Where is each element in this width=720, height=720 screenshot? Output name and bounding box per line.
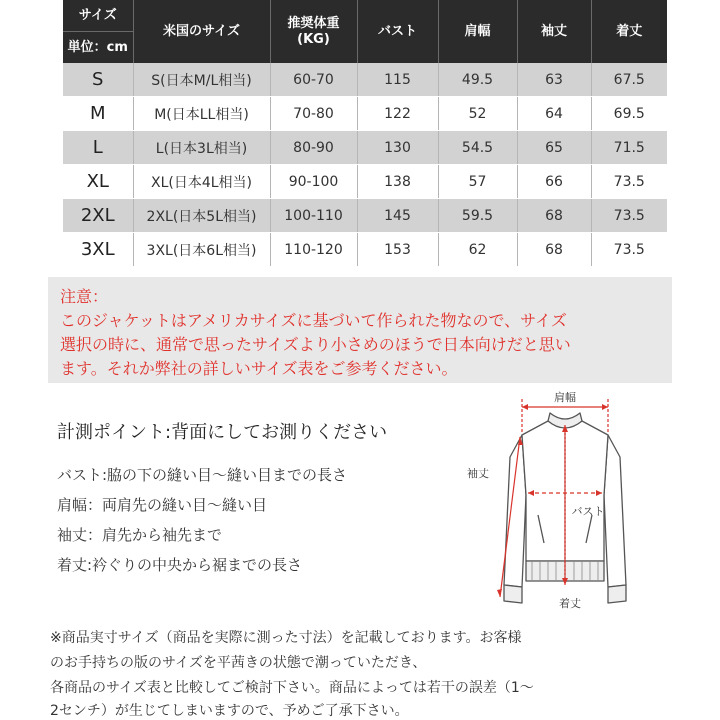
table-row [63, 97, 667, 131]
bust-cell: 145 [357, 199, 438, 233]
header-bust: バスト [357, 0, 438, 63]
footnote-line: 各商品のサイズ表と比較してご検討下さい。商品によっては若干の誤差（1～ [50, 680, 534, 696]
size-cell: L [63, 131, 133, 165]
weight-cell: 80-90 [270, 131, 357, 165]
measure-sleeve-text: 袖丈：肩先から袖先まで [57, 526, 223, 544]
bust-cell: 138 [357, 165, 438, 199]
bust-cell: 115 [357, 63, 438, 97]
size-cell: XL [63, 165, 133, 199]
table-row [63, 165, 667, 199]
sleeve-label: 袖丈 [467, 467, 489, 480]
size-cell: S [63, 63, 133, 97]
shoulder-cell: 59.5 [438, 199, 517, 233]
table-header-row [63, 0, 667, 63]
shoulder-cell: 49.5 [438, 63, 517, 97]
notice-box [48, 277, 672, 383]
notice-line: ます。それか弊社の詳しいサイズ表をご参考ください。 [60, 359, 458, 378]
shoulder-cell: 57 [438, 165, 517, 199]
measure-length-text: 着丈:衿ぐりの中央から裾までの長さ [57, 556, 303, 574]
header-corner [63, 0, 133, 63]
weight-cell: 90-100 [270, 165, 357, 199]
shoulder-cell: 54.5 [438, 131, 517, 165]
length-label: 着丈 [559, 597, 581, 610]
length-cell: 67.5 [591, 63, 667, 97]
footnote-line: 2センチ）が生じてしまいますので、予めご了承下さい。 [50, 703, 409, 719]
measure-bust-text: バスト:脇の下の縫い目～縫い目までの長さ [57, 466, 348, 484]
shoulder-cell: 52 [438, 97, 517, 131]
sleeve-cell: 68 [517, 233, 591, 267]
sleeve-cell: 63 [517, 63, 591, 97]
jacket-diagram [460, 385, 670, 615]
shoulder-label: 肩幅 [554, 391, 576, 404]
sleeve-cell: 64 [517, 97, 591, 131]
us-size-cell: L(日本3L相当) [133, 131, 270, 165]
size-cell: M [63, 97, 133, 131]
weight-cell: 100-110 [270, 199, 357, 233]
header-size-label: サイズ [63, 0, 133, 32]
bust-cell: 153 [357, 233, 438, 267]
header-shoulder: 肩幅 [438, 0, 517, 63]
bust-label: バスト [571, 505, 605, 518]
us-size-cell: 3XL(日本6L相当) [133, 233, 270, 267]
weight-cell: 70-80 [270, 97, 357, 131]
bust-cell: 130 [357, 131, 438, 165]
weight-cell: 110-120 [270, 233, 357, 267]
size-table [63, 0, 667, 267]
notice-heading: 注意： [60, 287, 109, 306]
table-row [63, 131, 667, 165]
length-cell: 73.5 [591, 199, 667, 233]
us-size-cell: XL(日本4L相当) [133, 165, 270, 199]
measure-title: 計測ポイント:背面にしてお測りください [57, 422, 388, 443]
size-cell: 2XL [63, 199, 133, 233]
size-cell: 3XL [63, 233, 133, 267]
length-cell: 69.5 [591, 97, 667, 131]
measure-shoulder-text: 肩幅：両肩先の縫い目～縫い目 [57, 496, 268, 514]
weight-cell: 60-70 [270, 63, 357, 97]
length-cell: 73.5 [591, 233, 667, 267]
table-row [63, 233, 667, 267]
header-unit-label: 単位：cm [67, 40, 128, 55]
notice-line: このジャケットはアメリカサイズに基づいて作られた物なので、サイズ [60, 311, 567, 330]
table-row [63, 63, 667, 97]
notice-line: 選択の時に、通常で思ったサイズより小さめのほうで日本向けだと思い [60, 335, 571, 354]
length-cell: 71.5 [591, 131, 667, 165]
us-size-cell: M(日本LL相当) [133, 97, 270, 131]
header-sleeve: 袖丈 [517, 0, 591, 63]
header-weight: 推奨体重 (KG) [270, 0, 357, 63]
us-size-cell: S(日本M/L相当) [133, 63, 270, 97]
footnote-line: ※商品実寸サイズ（商品を実際に測った寸法）を記載しております。お客様 [50, 630, 522, 646]
footnote-line: のお手持ちの版のサイズを平茜きの状態で潮っていただき、 [50, 655, 427, 671]
length-cell: 73.5 [591, 165, 667, 199]
header-us-size: 米国のサイズ [133, 0, 270, 63]
header-length: 着丈 [591, 0, 667, 63]
us-size-cell: 2XL(日本5L相当) [133, 199, 270, 233]
shoulder-cell: 62 [438, 233, 517, 267]
sleeve-cell: 65 [517, 131, 591, 165]
sleeve-cell: 66 [517, 165, 591, 199]
bust-cell: 122 [357, 97, 438, 131]
sleeve-cell: 68 [517, 199, 591, 233]
table-row [63, 199, 667, 233]
